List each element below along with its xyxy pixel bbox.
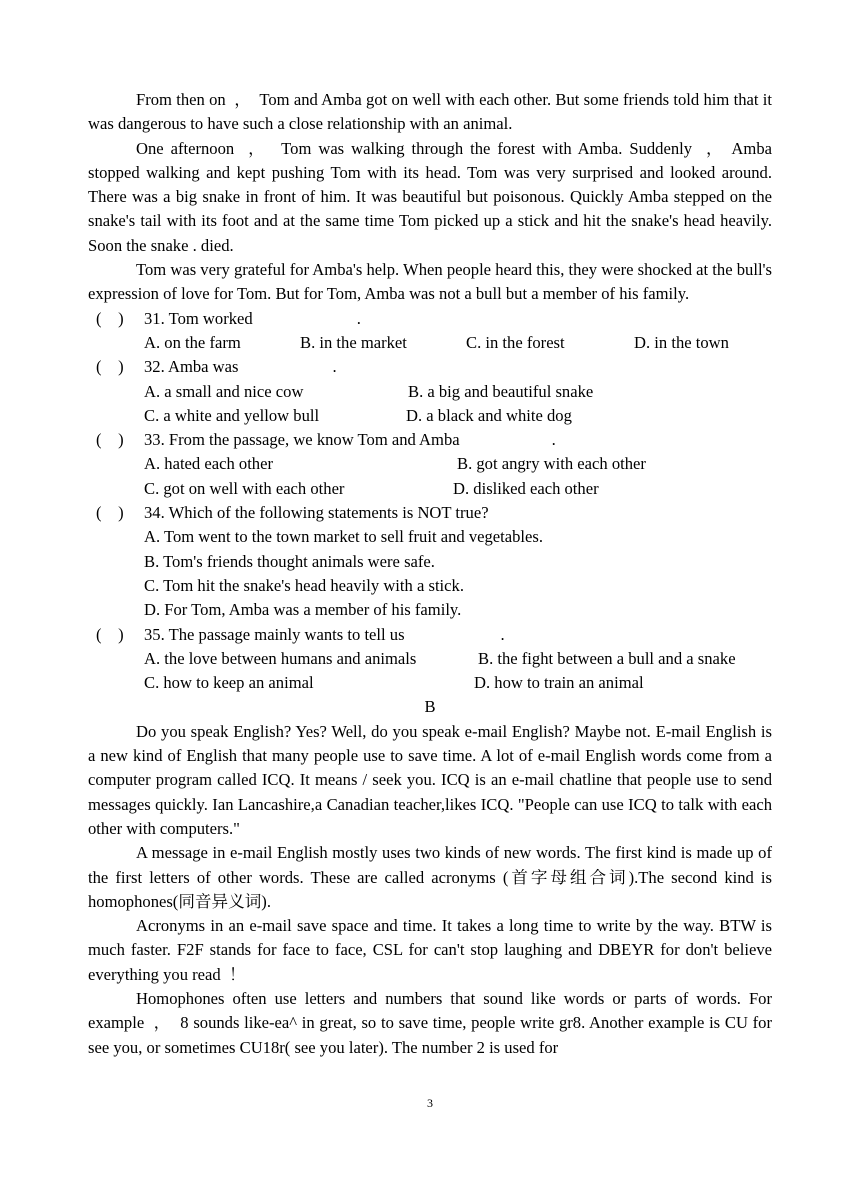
option-a: A. Tom went to the town market to sell fruit and vegetables.: [144, 527, 543, 547]
question-stem: 35. The passage mainly wants to tell us: [144, 624, 405, 644]
question-32: ( ) 32. Amba was .: [88, 355, 772, 379]
page-number: 3: [427, 1096, 433, 1110]
option-b: B. Tom's friends thought animals were safe.: [144, 551, 435, 571]
option-d: D. in the town: [634, 332, 729, 352]
option-c: C. a white and yellow bull: [144, 405, 320, 425]
question-33: ( ) 33. From the passage, we know Tom and Amba .: [88, 428, 772, 452]
paragraph-a3: Tom was very grateful for Amba's help. When people heard this, they were shocked at the bull's expression of love for Tom. But for Tom, Amba was not a bull but a member of his family.: [88, 260, 772, 304]
answer-parenthesis: ( ): [96, 624, 124, 644]
option-d: D. For Tom, Amba was a member of his family.: [144, 600, 462, 620]
paragraph-a1: From then on ， Tom and Amba got on well with each other. But some friends told him that it was dangerous to have such a close relationship with an animal.: [88, 90, 772, 134]
options-row: [88, 671, 772, 695]
option-c: C. in the forest: [466, 332, 565, 352]
options-row: [88, 380, 772, 404]
question-stem: 31. Tom worked: [144, 308, 253, 328]
paragraph-b1: Do you speak English? Yes? Well, do you speak e-mail English? Maybe not. E-mail English is a new kind of English that many people use to save time. A lot of e-mail English words come from a computer program called ICQ. It means / seek you. ICQ is an e-mail chatline that people use to send messages quickly. Ian Lancashire,a Canadian teacher,likes ICQ. "People can use ICQ to talk with each other with computers.": [88, 721, 772, 838]
option-d: D. disliked each other: [453, 478, 599, 498]
answer-parenthesis: ( ): [96, 430, 124, 450]
option-b: B. the fight between a bull and a snake: [478, 648, 736, 668]
option-a: A. the love between humans and animals: [144, 648, 417, 668]
options-row: [88, 452, 772, 476]
question-34: [88, 501, 772, 525]
question-stem: 34. Which of the following statements is NOT true?: [144, 503, 489, 523]
option-c: C. got on well with each other: [144, 478, 345, 498]
paragraph-b2: A message in e-mail English mostly uses two kinds of new words. The first kind is made up of the first letters of other words. These are called acronyms (首字母组合词).The second kind is homophones(同音异义词).: [88, 843, 772, 911]
option-a: A. on the farm: [144, 332, 241, 352]
options-row: [88, 331, 772, 355]
option-d: D. a black and white dog: [406, 405, 572, 425]
document-page: [88, 88, 772, 1060]
option-b: B. a big and beautiful snake: [408, 381, 594, 401]
question-stem: 33. From the passage, we know Tom and Amba: [144, 430, 460, 450]
paragraph-a2: One afternoon ， Tom was walking through the forest with Amba. Suddenly ， Amba stopped walking and kept pushing Tom with its head. Tom was very surprised and looked around. There was a big snake in front of him. It was beautiful but poisonous. Quickly Amba stepped on the snake's tail with its foot and at the same time Tom picked up a stick and hit the snake's head heavily. Soon the snake . died.: [88, 138, 772, 255]
option-a: A. hated each other: [144, 454, 273, 474]
answer-parenthesis: ( ): [96, 357, 124, 377]
option-d: D. how to train an animal: [474, 673, 644, 693]
question-35: ( ) 35. The passage mainly wants to tell us .: [88, 623, 772, 647]
options-row: [88, 477, 772, 501]
paragraph-b4: Homophones often use letters and numbers that sound like words or parts of words. For example ， 8 sounds like-ea^ in great, so to save time, people write gr8. Another example is CU for see you, or sometimes CU18r( see you later). The number 2 is used for: [88, 988, 772, 1057]
option-b: B. got angry with each other: [457, 454, 646, 474]
option-b: B. in the market: [300, 332, 407, 352]
section-title: B: [424, 697, 436, 717]
paragraph-b3: Acronyms in an e-mail save space and time. It takes a long time to write by the way. BTW is much faster. F2F stands for face to face, CSL for can't stop laughing and DBEYR for don't believe everything you read ！: [88, 916, 772, 984]
options-row: [88, 647, 772, 671]
question-stem: 32. Amba was: [144, 357, 239, 377]
option-c: C. how to keep an animal: [144, 673, 314, 693]
options-row: [88, 404, 772, 428]
option-c: C. Tom hit the snake's head heavily with a stick.: [144, 575, 464, 595]
answer-parenthesis: ( ): [96, 503, 124, 523]
option-a: A. a small and nice cow: [144, 381, 304, 401]
question-31: ( ) 31. Tom worked .: [88, 307, 772, 331]
answer-parenthesis: ( ): [96, 308, 124, 328]
